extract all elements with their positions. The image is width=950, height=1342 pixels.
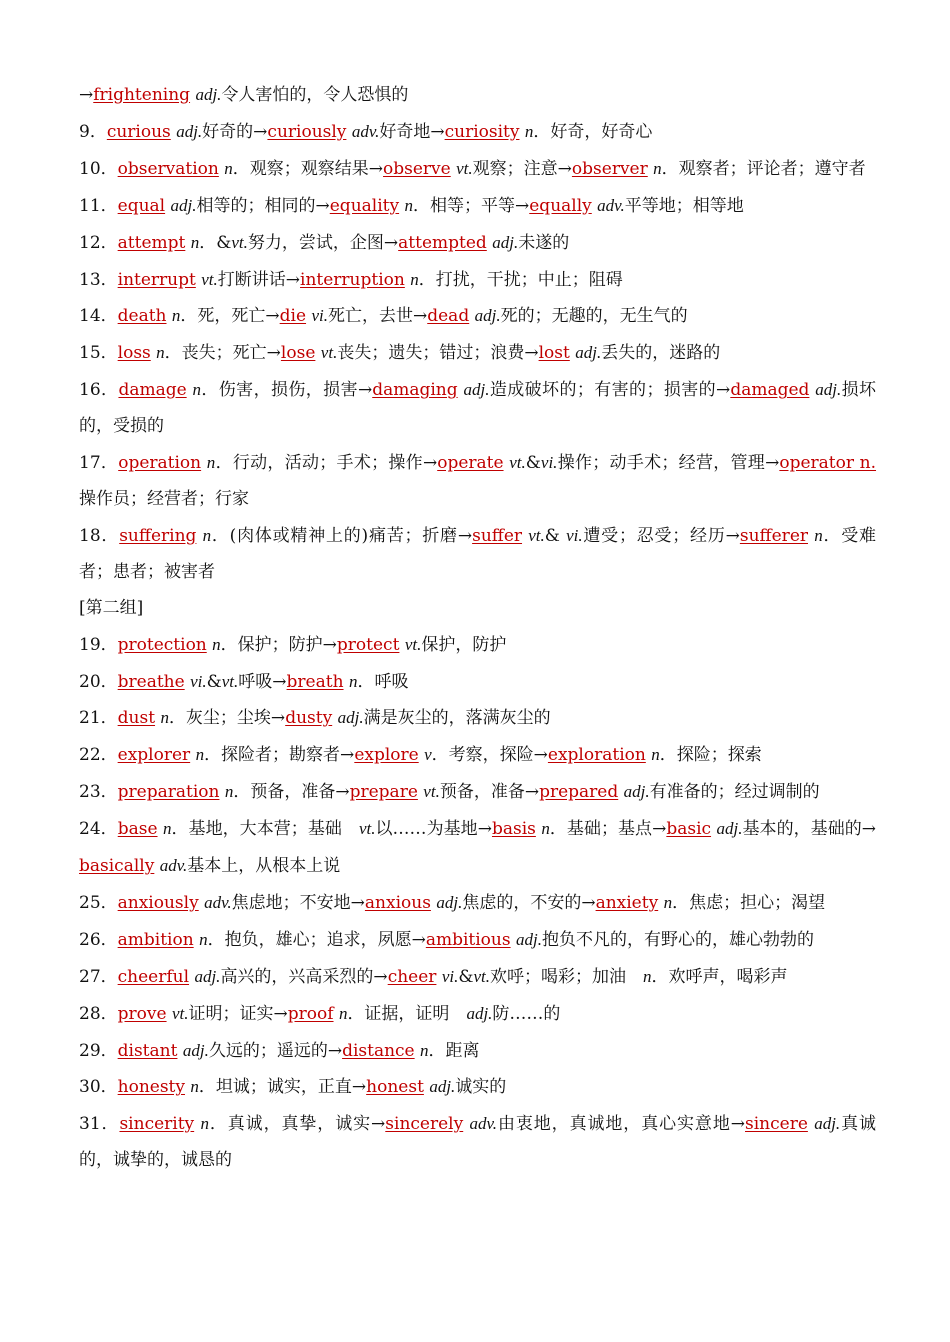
part-of-speech: vt. — [221, 671, 239, 691]
text-segment: ．受难者；患者；被害者 — [79, 525, 877, 582]
text-segment: 呼吸→ — [238, 671, 287, 692]
text-segment: 由衷地，真诚地，真心实意地→ — [497, 1114, 745, 1135]
answer-word: anxiety — [595, 892, 659, 913]
answer-word: anxiously — [117, 892, 199, 913]
vocabulary-entry — [79, 737, 876, 774]
text-segment: ．考察，探险→ — [431, 745, 548, 766]
vocabulary-entry — [79, 298, 876, 335]
answer-word: interrupt — [117, 269, 196, 290]
answer-word: attempt — [117, 232, 186, 253]
part-of-speech: n — [199, 929, 208, 949]
answer-word: breathe — [117, 671, 185, 692]
part-of-speech: vt. — [456, 158, 473, 178]
part-of-speech: n — [202, 525, 212, 545]
text-segment: 19． — [79, 634, 118, 655]
vocabulary-entry — [79, 225, 876, 262]
answer-word: curiously — [267, 121, 347, 142]
vocabulary-entry — [79, 77, 876, 114]
text-segment: ．(肉体或精神上的)痛苦；折磨→ — [211, 525, 473, 546]
vocabulary-entry — [79, 996, 876, 1033]
answer-word: operator n. — [779, 453, 877, 474]
answer-word: cheer — [387, 966, 437, 987]
text-segment: 死的；无趣的，无生气的 — [500, 306, 688, 327]
part-of-speech: adj. — [182, 1040, 209, 1060]
text-segment: 欢呼；喝彩；加油 — [490, 966, 644, 987]
part-of-speech: adj. — [337, 708, 364, 728]
part-of-speech: adj. — [623, 782, 650, 802]
vocabulary-entry — [79, 335, 876, 372]
answer-word: ambitious — [425, 929, 511, 950]
text-segment: [第二组] — [79, 597, 144, 618]
part-of-speech: n — [195, 745, 205, 765]
part-of-speech: n — [171, 306, 181, 326]
vocabulary-entry — [79, 114, 876, 151]
part-of-speech: adj. — [815, 380, 842, 400]
answer-word: damage — [118, 380, 187, 401]
text-segment: 证明；证实→ — [188, 1003, 288, 1024]
part-of-speech: vi. — [190, 671, 207, 691]
text-segment: ．相等；平等→ — [413, 195, 530, 216]
text-segment: 预备，准备→ — [439, 782, 540, 803]
text-segment: 16． — [79, 380, 119, 401]
part-of-speech: n — [420, 1040, 429, 1060]
text-segment: 基本上，从根本上说 — [187, 856, 341, 877]
answer-word: ambition — [117, 929, 194, 950]
text-segment: 打断讲话→ — [217, 269, 301, 290]
vocabulary-entry — [79, 1033, 876, 1070]
answer-word: basic — [666, 819, 712, 840]
text-segment: 遭受；忍受；经历→ — [582, 525, 740, 546]
part-of-speech: n — [338, 1003, 348, 1023]
answer-word: observation — [117, 158, 219, 179]
text-segment: 24． — [79, 819, 118, 840]
text-segment: 努力，尝试，企图→ — [247, 232, 399, 253]
answer-word: curious — [106, 121, 171, 142]
part-of-speech: n — [190, 232, 200, 252]
answer-word: dusty — [285, 708, 333, 729]
part-of-speech: adj. — [814, 1114, 841, 1134]
text-segment: 28． — [79, 1003, 118, 1024]
answer-word: basis — [491, 819, 536, 840]
answer-word: damaging — [372, 380, 458, 401]
text-segment: 焦虑的，不安的→ — [462, 892, 596, 913]
answer-word: prepare — [349, 782, 418, 803]
answer-word: lost — [538, 343, 570, 364]
part-of-speech: adj. — [436, 892, 463, 912]
answer-word: explore — [354, 745, 419, 766]
text-segment: 23． — [79, 782, 118, 803]
text-segment: 损坏的，受损的 — [79, 380, 877, 437]
part-of-speech: n — [224, 158, 233, 178]
part-of-speech: vi. — [566, 525, 583, 545]
part-of-speech: n — [651, 745, 660, 765]
text-segment: 15． — [79, 343, 118, 364]
part-of-speech: adj. — [170, 195, 197, 215]
answer-word: prove — [117, 1003, 167, 1024]
text-segment: 好奇的→ — [202, 121, 268, 142]
part-of-speech: adj. — [194, 966, 221, 986]
text-segment: 操作；动手术；经营，管理→ — [557, 453, 780, 474]
text-segment: 好奇地→ — [379, 121, 445, 142]
text-segment: 防……的 — [492, 1003, 561, 1024]
text-segment: ．真诚，真挚，诚实→ — [208, 1114, 386, 1135]
part-of-speech: vi. — [311, 306, 328, 326]
answer-word: sincere — [745, 1114, 808, 1135]
part-of-speech: n — [192, 380, 201, 400]
text-segment: ．观察；观察结果→ — [232, 158, 384, 179]
text-segment: 13． — [79, 269, 118, 290]
text-segment: 丢失的，迷路的 — [601, 343, 721, 364]
vocabulary-entry — [79, 1069, 876, 1106]
part-of-speech: vt. — [358, 819, 376, 839]
part-of-speech: adj. — [575, 343, 602, 363]
vocabulary-entry — [79, 1106, 876, 1179]
text-segment: 20． — [79, 671, 118, 692]
text-segment: 17． — [79, 453, 119, 474]
text-segment: 27． — [79, 966, 118, 987]
text-segment: 25． — [79, 892, 118, 913]
part-of-speech: adj. — [474, 306, 501, 326]
text-segment: 诚实的 — [455, 1077, 507, 1098]
part-of-speech: n — [348, 671, 358, 691]
vocabulary-entry — [79, 518, 876, 591]
answer-word: honesty — [117, 1077, 185, 1098]
answer-word: operation — [118, 453, 202, 474]
part-of-speech: adj. — [516, 929, 542, 949]
answer-word: interruption — [300, 269, 405, 290]
part-of-speech: vt. — [528, 525, 545, 545]
text-segment: ．打扰，干扰；中止；阻碍 — [418, 269, 623, 290]
text-segment: 平等地；相等地 — [624, 195, 744, 216]
text-segment: ．抱负，雄心；追求，夙愿→ — [207, 929, 426, 950]
answer-word: frightening — [93, 85, 191, 105]
text-segment: ．坦诚；诚实，正直→ — [198, 1077, 367, 1098]
vocabulary-entry — [79, 774, 876, 811]
answer-word: lose — [280, 343, 316, 364]
text-segment: 31． — [79, 1114, 120, 1135]
text-segment: ．行动，活动；手术；操作→ — [215, 453, 438, 474]
part-of-speech: n — [653, 158, 662, 178]
part-of-speech: n — [162, 819, 172, 839]
answer-word: suffering — [119, 525, 197, 546]
text-segment: 高兴的，兴高采烈的→ — [220, 966, 388, 987]
part-of-speech: vt. — [404, 634, 422, 654]
answer-word: curiosity — [444, 121, 520, 142]
answer-word: death — [117, 306, 167, 327]
text-segment: ．保护；防护→ — [220, 634, 337, 655]
answer-word: prepared — [539, 782, 619, 803]
text-segment: & — [458, 966, 474, 987]
part-of-speech: n — [410, 269, 419, 289]
answer-word: protect — [336, 634, 400, 655]
text-segment: 相等的；相同的→ — [196, 195, 330, 216]
answer-word: equally — [529, 195, 592, 216]
part-of-speech: vt. — [201, 269, 218, 289]
answer-word: basically — [79, 856, 155, 877]
part-of-speech: adv. — [351, 121, 380, 141]
answer-word: distance — [342, 1040, 415, 1061]
text-segment: ．探险；探索 — [659, 745, 762, 766]
text-segment: 造成破坏的；有害的；损害的→ — [489, 380, 731, 401]
answer-word: anxious — [364, 892, 431, 913]
text-segment: 抱负不凡的，有野心的，雄心勃勃的 — [541, 929, 814, 950]
text-segment: 14． — [79, 306, 118, 327]
text-segment: 11． — [79, 195, 118, 216]
answer-word: explorer — [117, 745, 191, 766]
text-segment: ．基础；基点→ — [549, 819, 667, 840]
vocabulary-entry — [79, 445, 876, 518]
vocabulary-entry — [79, 627, 876, 664]
part-of-speech: n — [156, 343, 165, 363]
part-of-speech: n — [206, 453, 216, 473]
part-of-speech: n — [190, 1077, 199, 1097]
vocabulary-entry — [79, 922, 876, 959]
text-segment: ．& — [199, 232, 232, 253]
text-segment: 保护，防护 — [421, 634, 507, 655]
text-segment: 30． — [79, 1077, 118, 1098]
part-of-speech: n — [160, 708, 169, 728]
part-of-speech: n — [224, 782, 234, 802]
text-segment: ．伤害，损伤，损害→ — [200, 380, 373, 401]
vocabulary-entry — [79, 811, 876, 885]
part-of-speech: adj. — [492, 232, 519, 252]
answer-word: suffer — [472, 525, 523, 546]
part-of-speech: n — [200, 1114, 209, 1134]
part-of-speech: vt. — [171, 1003, 189, 1023]
text-segment: 满是灰尘的，落满灰尘的 — [363, 708, 551, 729]
answer-word: sincerely — [385, 1114, 464, 1135]
answer-word: dead — [427, 306, 470, 327]
answer-word: observe — [383, 158, 451, 179]
text-segment: 观察；注意→ — [472, 158, 572, 179]
text-segment: ．呼吸 — [357, 671, 409, 692]
part-of-speech: vt. — [231, 232, 248, 252]
answer-word: exploration — [547, 745, 646, 766]
part-of-speech: adj. — [463, 380, 490, 400]
vocabulary-entry — [79, 188, 876, 225]
answer-word: equal — [117, 195, 166, 216]
text-segment: 18． — [79, 525, 120, 546]
part-of-speech: adv. — [597, 195, 625, 215]
part-of-speech: n — [814, 525, 823, 545]
answer-word: observer — [571, 158, 648, 179]
part-of-speech: adv. — [469, 1114, 498, 1134]
answer-word: die — [279, 306, 307, 327]
text-segment: 操作员；经营者；行家 — [79, 488, 249, 509]
answer-word: protection — [117, 634, 207, 655]
vocabulary-entry — [79, 664, 876, 701]
text-segment: 22． — [79, 745, 118, 766]
part-of-speech: vt. — [473, 966, 491, 986]
text-segment: 久远的；遥远的→ — [208, 1040, 343, 1061]
part-of-speech: adj. — [195, 85, 222, 104]
text-segment: 未遂的 — [518, 232, 570, 253]
part-of-speech: adj. — [466, 1003, 493, 1023]
vocabulary-entry — [79, 372, 876, 445]
text-segment: 丧失；遗失；错过；浪费→ — [337, 343, 539, 364]
answer-word: sincerity — [119, 1114, 195, 1135]
text-segment: 9． — [79, 121, 107, 142]
part-of-speech: adv. — [204, 892, 232, 912]
part-of-speech: n — [524, 121, 534, 141]
text-segment: ．焦虑；担心；渴望 — [672, 892, 826, 913]
text-segment: ．距离 — [428, 1040, 480, 1061]
vocabulary-entry — [79, 151, 876, 188]
text-segment: 21． — [79, 708, 118, 729]
text-segment: & — [544, 525, 567, 546]
part-of-speech: adj. — [716, 819, 743, 839]
answer-word: attempted — [398, 232, 487, 253]
answer-word: damaged — [730, 380, 810, 401]
vocabulary-entry — [79, 700, 876, 737]
text-segment: ．丧失；死亡→ — [164, 343, 281, 364]
text-segment: ．欢呼声，喝彩声 — [651, 966, 788, 987]
text-segment: 10． — [79, 158, 118, 179]
part-of-speech: n — [663, 892, 673, 912]
vocabulary-list — [79, 77, 876, 1179]
part-of-speech: adj. — [429, 1077, 456, 1097]
text-segment: & — [206, 671, 222, 692]
text-segment: 令人害怕的，令人恐惧的 — [221, 85, 409, 105]
part-of-speech: vt. — [423, 782, 440, 802]
answer-word: base — [117, 819, 158, 840]
answer-word: dust — [117, 708, 156, 729]
text-segment: 29． — [79, 1040, 118, 1061]
text-segment: ．证据，证明 — [347, 1003, 467, 1024]
answer-word: operate — [437, 453, 504, 474]
text-segment: 基本的，基础的→ — [742, 819, 877, 840]
vocabulary-entry — [79, 959, 876, 996]
text-segment: ．死，死亡→ — [180, 306, 280, 327]
vocabulary-entry — [79, 591, 876, 627]
part-of-speech: n — [643, 966, 652, 986]
part-of-speech: adj. — [176, 121, 203, 141]
text-segment: 有准备的；经过调制的 — [649, 782, 820, 803]
answer-word: honest — [366, 1077, 424, 1098]
answer-word: preparation — [117, 782, 220, 803]
answer-word: proof — [287, 1003, 334, 1024]
text-segment: & — [525, 453, 541, 474]
part-of-speech: n — [404, 195, 413, 215]
answer-word: loss — [117, 343, 151, 364]
text-segment: 以……为基地→ — [375, 819, 492, 840]
answer-word: equality — [329, 195, 400, 216]
text-segment: ．探险者；勘察者→ — [204, 745, 355, 766]
text-segment: ．灰尘；尘埃→ — [168, 708, 286, 729]
part-of-speech: v — [424, 745, 432, 765]
answer-word: breath — [286, 671, 344, 692]
text-segment: ．好奇，好奇心 — [533, 121, 653, 142]
text-segment: 12． — [79, 232, 118, 253]
text-segment: 死亡，去世→ — [327, 306, 428, 327]
part-of-speech: adv. — [159, 856, 188, 876]
text-segment: 26． — [79, 929, 118, 950]
vocabulary-entry — [79, 262, 876, 299]
part-of-speech: vi. — [441, 966, 459, 986]
part-of-speech: n — [541, 819, 550, 839]
arrow-symbol: → — [79, 85, 94, 105]
vocabulary-entry — [79, 885, 876, 922]
part-of-speech: n — [212, 634, 221, 654]
part-of-speech: vi. — [540, 453, 558, 473]
text-segment: ．预备，准备→ — [233, 782, 350, 803]
answer-word: cheerful — [117, 966, 190, 987]
text-segment: ．基地，大本营；基础 — [171, 819, 359, 840]
part-of-speech: vt. — [509, 453, 526, 473]
text-segment: 真诚的，诚挚的，诚恳的 — [79, 1114, 876, 1171]
text-segment: 焦虑地；不安地→ — [231, 892, 365, 913]
answer-word: sufferer — [739, 525, 808, 546]
answer-word: distant — [117, 1040, 178, 1061]
part-of-speech: vt. — [320, 343, 338, 363]
text-segment: ．观察者；评论者；遵守者 — [661, 158, 866, 179]
